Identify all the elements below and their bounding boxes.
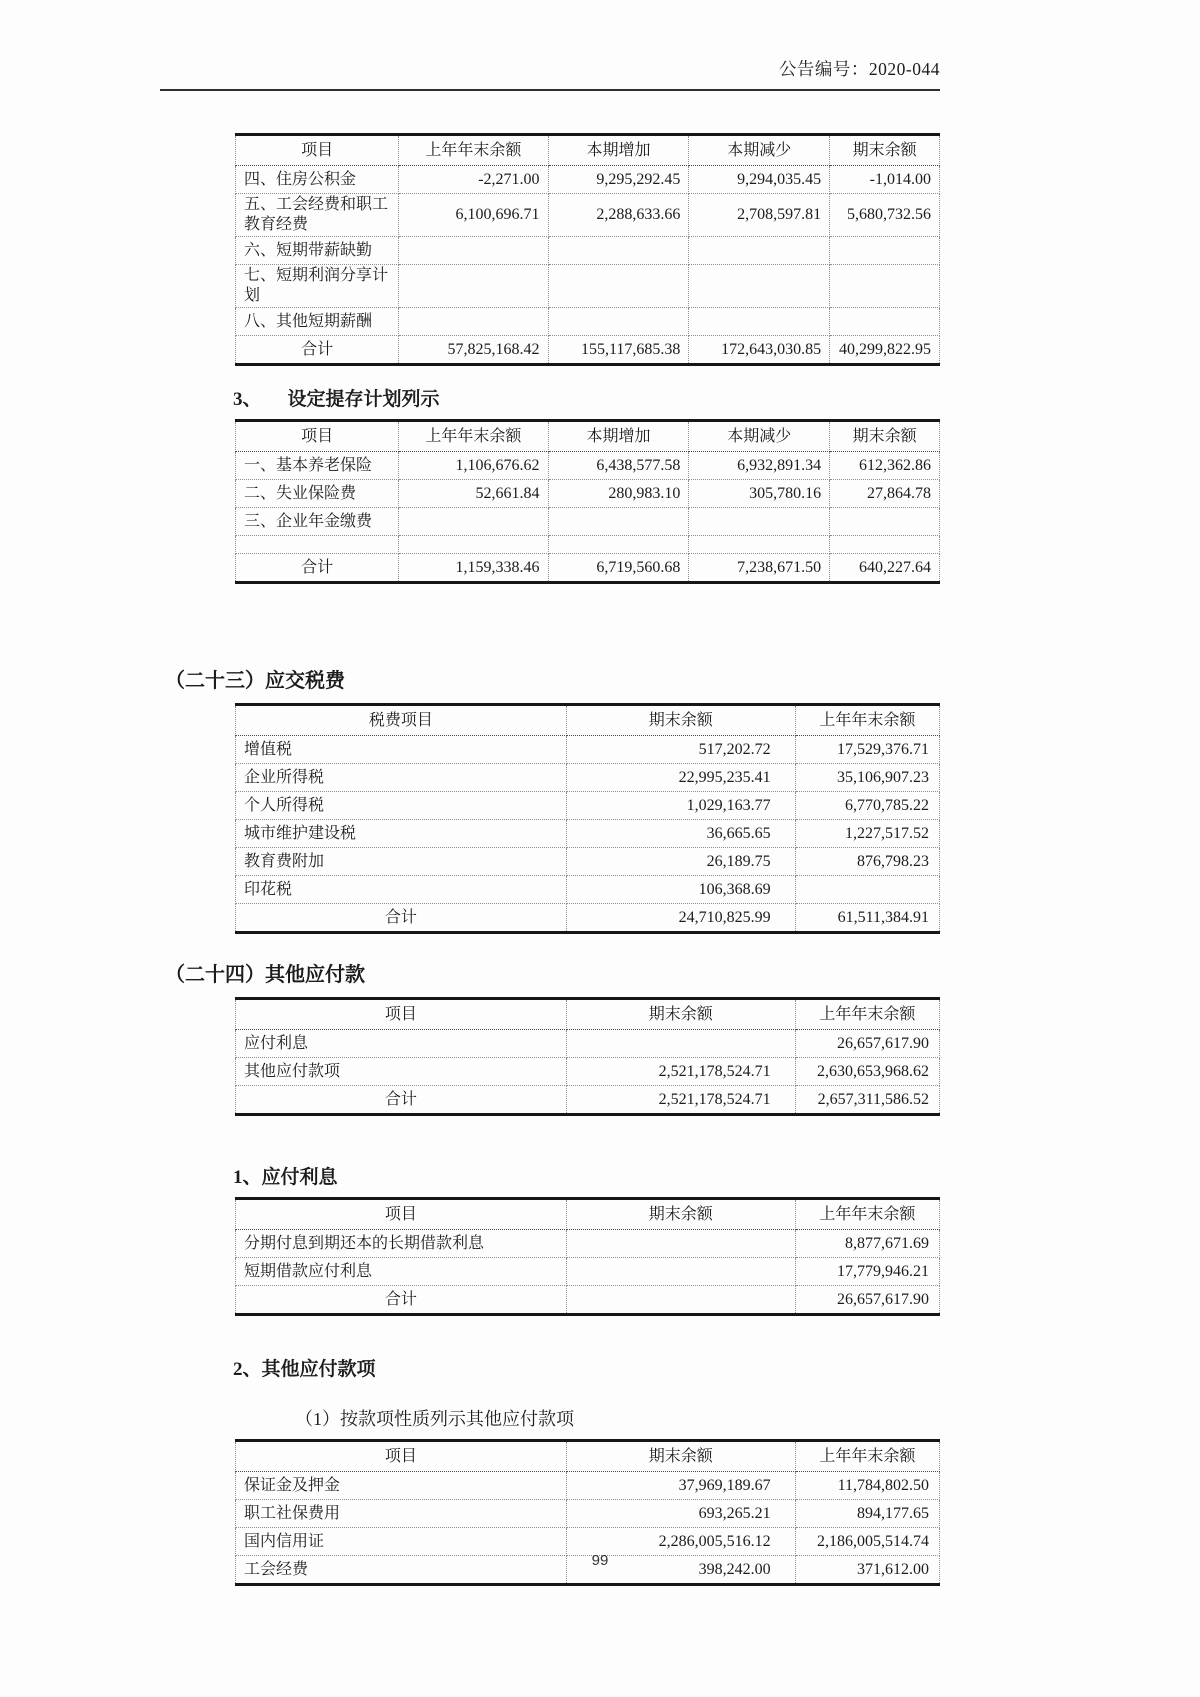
table-row bbox=[236, 820, 940, 848]
total-row bbox=[236, 904, 940, 933]
cell-value: 2,286,005,516.12 bbox=[566, 1528, 795, 1556]
cell-value: 8,877,671.69 bbox=[795, 1230, 939, 1258]
column-header: 本期减少 bbox=[689, 421, 830, 452]
interest-payable-table bbox=[235, 1197, 940, 1316]
column-header: 项目 bbox=[236, 1441, 567, 1472]
column-header: 上年年末余额 bbox=[795, 1441, 939, 1472]
table-row bbox=[236, 508, 940, 536]
row-label: 城市维护建设税 bbox=[236, 820, 567, 848]
cell-value: 57,825,168.42 bbox=[399, 336, 548, 365]
cell-value: 40,299,822.95 bbox=[830, 336, 940, 365]
column-header: 本期增加 bbox=[548, 135, 689, 166]
table-row bbox=[236, 792, 940, 820]
cell-value: 517,202.72 bbox=[566, 736, 795, 764]
cell-value bbox=[548, 237, 689, 265]
cell-value: 1,159,338.46 bbox=[399, 554, 548, 583]
cell-value: 2,521,178,524.71 bbox=[566, 1086, 795, 1115]
row-label: 职工社保费用 bbox=[236, 1500, 567, 1528]
row-label: 个人所得税 bbox=[236, 792, 567, 820]
row-label: 五、工会经费和职工教育经费 bbox=[236, 194, 399, 237]
cell-value bbox=[830, 237, 940, 265]
cell-value bbox=[548, 265, 689, 308]
column-header: 上年年末余额 bbox=[795, 705, 939, 736]
cell-value: 36,665.65 bbox=[566, 820, 795, 848]
cell-value: 24,710,825.99 bbox=[566, 904, 795, 933]
table-row bbox=[236, 736, 940, 764]
cell-value bbox=[399, 308, 548, 336]
table-row bbox=[236, 480, 940, 508]
cell-value bbox=[689, 508, 830, 536]
row-label: 教育费附加 bbox=[236, 848, 567, 876]
row-label: 三、企业年金缴费 bbox=[236, 508, 399, 536]
cell-value: 17,529,376.71 bbox=[795, 736, 939, 764]
table-row bbox=[236, 1058, 940, 1086]
row-label: 短期借款应付利息 bbox=[236, 1258, 567, 1286]
table-row bbox=[236, 1030, 940, 1058]
cell-value: 612,362.86 bbox=[830, 452, 940, 480]
cell-value bbox=[689, 265, 830, 308]
cell-value: 2,657,311,586.52 bbox=[795, 1086, 939, 1115]
cell-value: 280,983.10 bbox=[548, 480, 689, 508]
total-row bbox=[236, 554, 940, 583]
cell-value: 155,117,685.38 bbox=[548, 336, 689, 365]
column-header: 项目 bbox=[236, 421, 399, 452]
cell-value: 2,288,633.66 bbox=[548, 194, 689, 237]
table-row bbox=[236, 764, 940, 792]
cell-value: 37,969,189.67 bbox=[566, 1472, 795, 1500]
cell-value: 398,242.00 bbox=[566, 1556, 795, 1585]
table-header-row bbox=[236, 1199, 940, 1230]
column-header: 本期减少 bbox=[689, 135, 830, 166]
other-payables-table bbox=[235, 997, 940, 1116]
cell-value: 26,189.75 bbox=[566, 848, 795, 876]
row-label: 合计 bbox=[236, 1086, 567, 1115]
cell-value: 1,106,676.62 bbox=[399, 452, 548, 480]
cell-value: 1,227,517.52 bbox=[795, 820, 939, 848]
cell-value: 35,106,907.23 bbox=[795, 764, 939, 792]
column-header: 期末余额 bbox=[566, 999, 795, 1030]
cell-value: 6,770,785.22 bbox=[795, 792, 939, 820]
cell-value: 2,708,597.81 bbox=[689, 194, 830, 237]
column-header: 上年年末余额 bbox=[399, 135, 548, 166]
row-label: 企业所得税 bbox=[236, 764, 567, 792]
section-title: 应付利息 bbox=[261, 1167, 338, 1188]
page-content bbox=[160, 0, 940, 1586]
table-row bbox=[236, 452, 940, 480]
cell-value: 11,784,802.50 bbox=[795, 1472, 939, 1500]
subsection-heading-by-nature: （1）按款项性质列示其他应付款项 bbox=[295, 1409, 574, 1429]
column-header: 期末余额 bbox=[566, 1199, 795, 1230]
cell-value bbox=[566, 1230, 795, 1258]
column-header: 本期增加 bbox=[548, 421, 689, 452]
page-number: 99 bbox=[591, 1552, 609, 1569]
table-row bbox=[236, 536, 940, 554]
cell-value: 894,177.65 bbox=[795, 1500, 939, 1528]
section-heading-interest-payable bbox=[233, 1162, 940, 1189]
table-row bbox=[236, 237, 940, 265]
cell-value: 26,657,617.90 bbox=[795, 1030, 939, 1058]
cell-value: 26,657,617.90 bbox=[795, 1286, 939, 1315]
column-header: 项目 bbox=[236, 135, 399, 166]
cell-value bbox=[399, 237, 548, 265]
column-header: 上年年末余额 bbox=[399, 421, 548, 452]
cell-value: 6,100,696.71 bbox=[399, 194, 548, 237]
row-label: 七、短期利润分享计划 bbox=[236, 265, 399, 308]
table-row bbox=[236, 308, 940, 336]
cell-value: 61,511,384.91 bbox=[795, 904, 939, 933]
row-label: 合计 bbox=[236, 904, 567, 933]
cell-value: -1,014.00 bbox=[830, 166, 940, 194]
cell-value: 876,798.23 bbox=[795, 848, 939, 876]
column-header: 上年年末余额 bbox=[795, 1199, 939, 1230]
column-header: 上年年末余额 bbox=[795, 999, 939, 1030]
cell-value: 7,238,671.50 bbox=[689, 554, 830, 583]
total-row bbox=[236, 336, 940, 365]
section-title: 其他应付款项 bbox=[261, 1359, 376, 1380]
section-heading-other-payables bbox=[165, 958, 940, 987]
cell-value: 22,995,235.41 bbox=[566, 764, 795, 792]
cell-value bbox=[830, 265, 940, 308]
section-number: 2、 bbox=[233, 1359, 262, 1380]
cell-value: 172,643,030.85 bbox=[689, 336, 830, 365]
column-header: 期末余额 bbox=[830, 421, 940, 452]
row-label: 工会经费 bbox=[236, 1556, 567, 1585]
section-heading-other-payable-items bbox=[233, 1354, 940, 1381]
cell-value bbox=[830, 536, 940, 554]
row-label: 印花税 bbox=[236, 876, 567, 904]
table-row bbox=[236, 1472, 940, 1500]
table-row bbox=[236, 1258, 940, 1286]
cell-value bbox=[795, 876, 939, 904]
table-header-row bbox=[236, 135, 940, 166]
cell-value: 6,438,577.58 bbox=[548, 452, 689, 480]
row-label: 一、基本养老保险 bbox=[236, 452, 399, 480]
table-row bbox=[236, 1500, 940, 1528]
row-label: 合计 bbox=[236, 1286, 567, 1315]
table-header-row bbox=[236, 421, 940, 452]
cell-value: 2,521,178,524.71 bbox=[566, 1058, 795, 1086]
section-heading-defined-contribution bbox=[233, 384, 940, 411]
row-label: 四、住房公积金 bbox=[236, 166, 399, 194]
cell-value: 6,719,560.68 bbox=[548, 554, 689, 583]
cell-value bbox=[548, 508, 689, 536]
column-header: 税费项目 bbox=[236, 705, 567, 736]
notice-number: 公告编号：2020-044 bbox=[778, 59, 940, 79]
column-header: 项目 bbox=[236, 1199, 567, 1230]
cell-value: 106,368.69 bbox=[566, 876, 795, 904]
section-title: 设定提存计划列示 bbox=[287, 389, 440, 410]
cell-value bbox=[689, 536, 830, 554]
table-row bbox=[236, 876, 940, 904]
taxes-payable-table bbox=[235, 703, 940, 934]
cell-value bbox=[830, 508, 940, 536]
cell-value: 640,227.64 bbox=[830, 554, 940, 583]
column-header: 期末余额 bbox=[830, 135, 940, 166]
section-number: 3、 bbox=[233, 389, 262, 410]
cell-value: 371,612.00 bbox=[795, 1556, 939, 1585]
row-label: 合计 bbox=[236, 336, 399, 365]
row-label: 分期付息到期还本的长期借款利息 bbox=[236, 1230, 567, 1258]
cell-value: 2,630,653,968.62 bbox=[795, 1058, 939, 1086]
cell-value: 6,932,891.34 bbox=[689, 452, 830, 480]
cell-value bbox=[830, 308, 940, 336]
table-row bbox=[236, 1230, 940, 1258]
section-heading-taxes-payable bbox=[165, 664, 940, 693]
row-label: 六、短期带薪缺勤 bbox=[236, 237, 399, 265]
cell-value: -2,271.00 bbox=[399, 166, 548, 194]
total-row bbox=[236, 1286, 940, 1315]
cell-value bbox=[399, 508, 548, 536]
short-term-compensation-table bbox=[235, 133, 940, 366]
row-label: 二、失业保险费 bbox=[236, 480, 399, 508]
column-header: 期末余额 bbox=[566, 1441, 795, 1472]
defined-contribution-plans-table bbox=[235, 419, 940, 584]
table-row bbox=[236, 265, 940, 308]
row-label: 保证金及押金 bbox=[236, 1472, 567, 1500]
cell-value: 52,661.84 bbox=[399, 480, 548, 508]
table-row bbox=[236, 166, 940, 194]
table-row bbox=[236, 194, 940, 237]
cell-value: 27,864.78 bbox=[830, 480, 940, 508]
cell-value: 693,265.21 bbox=[566, 1500, 795, 1528]
cell-value: 9,295,292.45 bbox=[548, 166, 689, 194]
section-title: （二十四）其他应付款 bbox=[165, 964, 365, 986]
column-header: 期末余额 bbox=[566, 705, 795, 736]
table-header-row bbox=[236, 999, 940, 1030]
row-label: 国内信用证 bbox=[236, 1528, 567, 1556]
cell-value: 1,029,163.77 bbox=[566, 792, 795, 820]
cell-value bbox=[689, 237, 830, 265]
cell-value: 5,680,732.56 bbox=[830, 194, 940, 237]
cell-value bbox=[548, 308, 689, 336]
cell-value: 2,186,005,514.74 bbox=[795, 1528, 939, 1556]
table-header-row bbox=[236, 705, 940, 736]
section-number: 1、 bbox=[233, 1167, 262, 1188]
header-rule bbox=[160, 89, 940, 91]
cell-value bbox=[548, 536, 689, 554]
row-label bbox=[236, 536, 399, 554]
row-label: 其他应付款项 bbox=[236, 1058, 567, 1086]
cell-value: 17,779,946.21 bbox=[795, 1258, 939, 1286]
cell-value: 9,294,035.45 bbox=[689, 166, 830, 194]
cell-value bbox=[399, 265, 548, 308]
row-label: 八、其他短期薪酬 bbox=[236, 308, 399, 336]
cell-value bbox=[566, 1286, 795, 1315]
section-title: （二十三）应交税费 bbox=[165, 670, 345, 692]
row-label: 应付利息 bbox=[236, 1030, 567, 1058]
cell-value bbox=[566, 1258, 795, 1286]
table-row bbox=[236, 848, 940, 876]
row-label: 合计 bbox=[236, 554, 399, 583]
column-header: 项目 bbox=[236, 999, 567, 1030]
cell-value bbox=[566, 1030, 795, 1058]
total-row bbox=[236, 1086, 940, 1115]
cell-value: 305,780.16 bbox=[689, 480, 830, 508]
cell-value bbox=[689, 308, 830, 336]
row-label: 增值税 bbox=[236, 736, 567, 764]
cell-value bbox=[399, 536, 548, 554]
table-header-row bbox=[236, 1441, 940, 1472]
